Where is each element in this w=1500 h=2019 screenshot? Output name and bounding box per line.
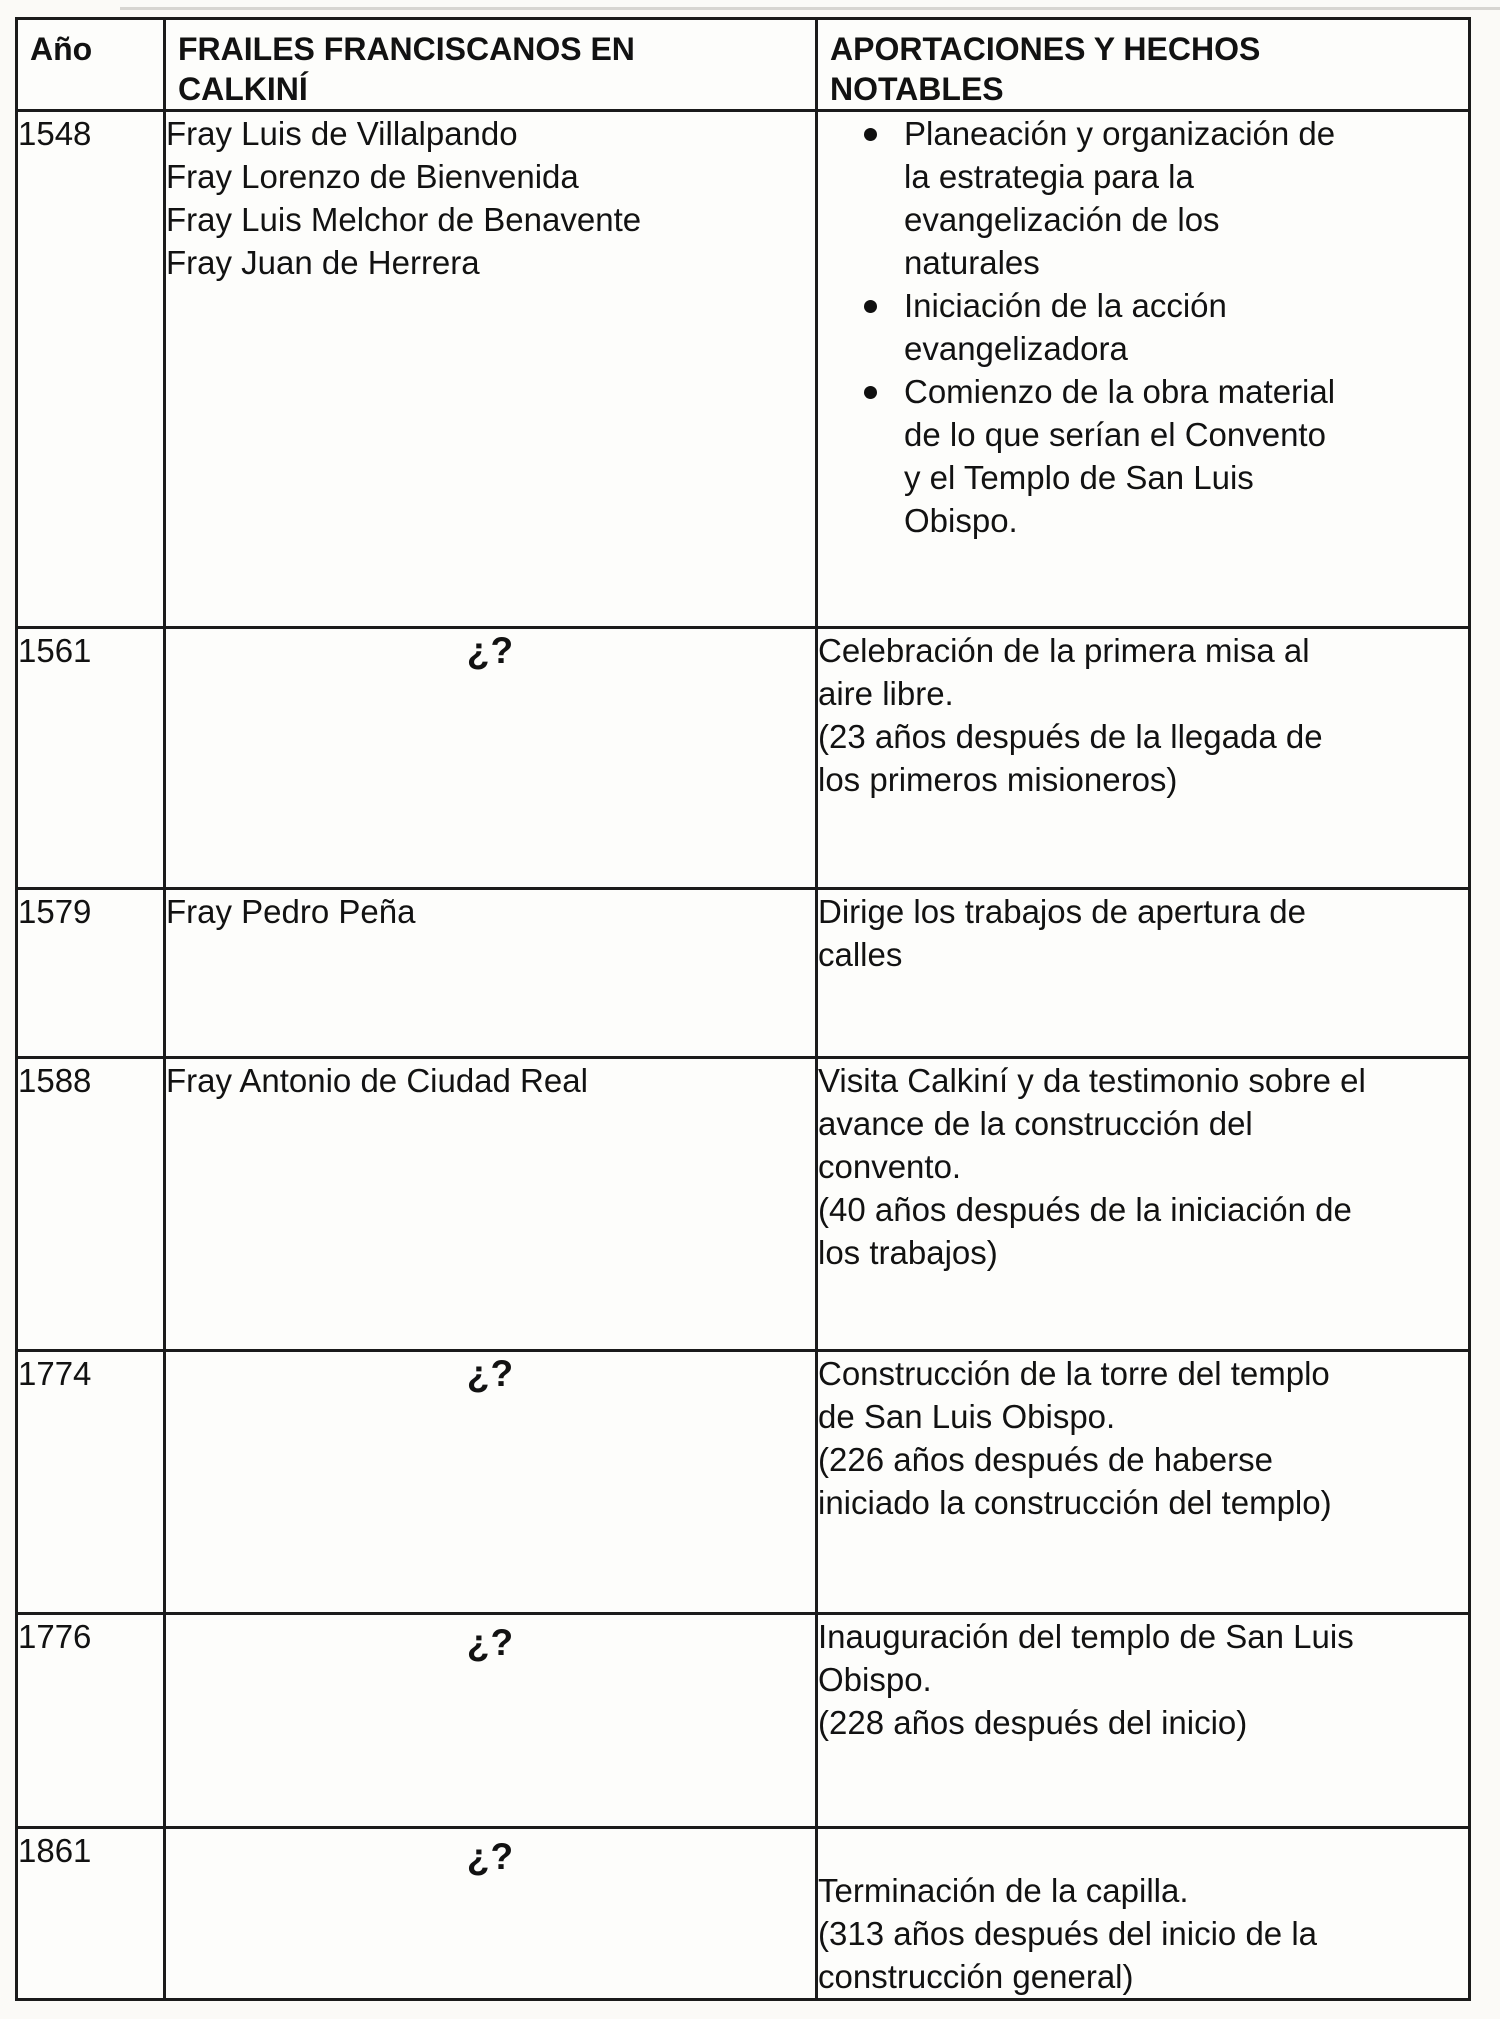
unknown-mark: ¿?	[466, 1622, 515, 1663]
column-header-contributions-label: APORTACIONES Y HECHOS NOTABLES	[830, 31, 1261, 107]
year-value: 1774	[18, 1355, 92, 1392]
year-value: 1861	[18, 1832, 92, 1869]
year-cell	[17, 628, 165, 889]
unknown-mark: ¿?	[466, 1353, 515, 1394]
year-value: 1561	[18, 632, 92, 669]
contribution-note: (40 años después de la iniciación de los trabajos)	[818, 1191, 1352, 1271]
contributions-cell	[817, 1351, 1470, 1614]
contributions-cell	[817, 1828, 1470, 2000]
table-row	[17, 1058, 1470, 1351]
year-cell	[17, 1351, 165, 1614]
contribution-text: Inauguración del templo de San Luis Obispo.	[818, 1618, 1354, 1698]
contributions-cell	[817, 1614, 1470, 1828]
contribution-text: Visita Calkiní y da testimonio sobre el avance de la construcción del convento.	[818, 1062, 1366, 1185]
bullet-list	[818, 112, 1468, 542]
contribution-note: (228 años después del inicio)	[818, 1704, 1248, 1741]
friar-name: Fray Pedro Peña	[166, 893, 416, 930]
year-value: 1776	[18, 1618, 92, 1655]
header-row	[17, 19, 1470, 111]
bullet-item: Iniciación de la acción evangelizadora	[818, 284, 1345, 370]
column-header-contributions	[817, 19, 1470, 111]
table-row	[17, 1351, 1470, 1614]
friars-cell	[165, 889, 817, 1058]
column-header-year	[17, 19, 165, 111]
friar-name: Fray Luis de Villalpando	[166, 115, 518, 152]
friar-name: Fray Lorenzo de Bienvenida	[166, 158, 579, 195]
friars-cell	[165, 1351, 817, 1614]
contribution-note: (23 años después de la llegada de los primeros misioneros)	[818, 718, 1323, 798]
column-header-friars	[165, 19, 817, 111]
contribution-note: (226 años después de haberse iniciado la construcción del templo)	[818, 1441, 1332, 1521]
table-row	[17, 1828, 1470, 2000]
friars-cell	[165, 111, 817, 628]
contribution-text: Dirige los trabajos de apertura de calles	[818, 893, 1306, 973]
table-row	[17, 1614, 1470, 1828]
table-row	[17, 111, 1470, 628]
friars-cell	[165, 1058, 817, 1351]
year-value: 1548	[18, 115, 92, 152]
friars-cell	[165, 1828, 817, 2000]
friars-cell	[165, 1614, 817, 1828]
friar-name: Fray Antonio de Ciudad Real	[166, 1062, 588, 1099]
scan-artifact-top-streak	[120, 7, 1500, 10]
bullet-item: Planeación y organización de la estrategia para la evangelización de los naturales	[818, 112, 1345, 284]
unknown-mark: ¿?	[466, 1836, 515, 1877]
year-cell	[17, 889, 165, 1058]
friar-name: Fray Luis Melchor de Benavente	[166, 201, 642, 238]
year-cell	[17, 1058, 165, 1351]
table-row	[17, 889, 1470, 1058]
document-table	[15, 17, 1471, 2001]
column-header-friars-label: FRAILES FRANCISCANOS EN CALKINÍ	[178, 31, 635, 107]
contribution-text: Terminación de la capilla.	[818, 1872, 1189, 1909]
friar-name: Fray Juan de Herrera	[166, 244, 480, 281]
year-cell	[17, 1614, 165, 1828]
year-cell	[17, 1828, 165, 2000]
year-value: 1588	[18, 1062, 92, 1099]
contributions-cell	[817, 889, 1470, 1058]
year-cell	[17, 111, 165, 628]
contribution-text: Celebración de la primera misa al aire libre.	[818, 632, 1310, 712]
contributions-cell	[817, 1058, 1470, 1351]
table-row	[17, 628, 1470, 889]
contributions-cell	[817, 111, 1470, 628]
bullet-item: Comienzo de la obra material de lo que serían el Convento y el Templo de San Luis Obispo.	[818, 370, 1345, 542]
contribution-text: Construcción de la torre del templo de San Luis Obispo.	[818, 1355, 1330, 1435]
unknown-mark: ¿?	[466, 630, 515, 671]
year-value: 1579	[18, 893, 92, 930]
column-header-year-label: Año	[30, 31, 93, 67]
friars-cell	[165, 628, 817, 889]
contributions-cell	[817, 628, 1470, 889]
contribution-note: (313 años después del inicio de la construcción general)	[818, 1915, 1318, 1995]
